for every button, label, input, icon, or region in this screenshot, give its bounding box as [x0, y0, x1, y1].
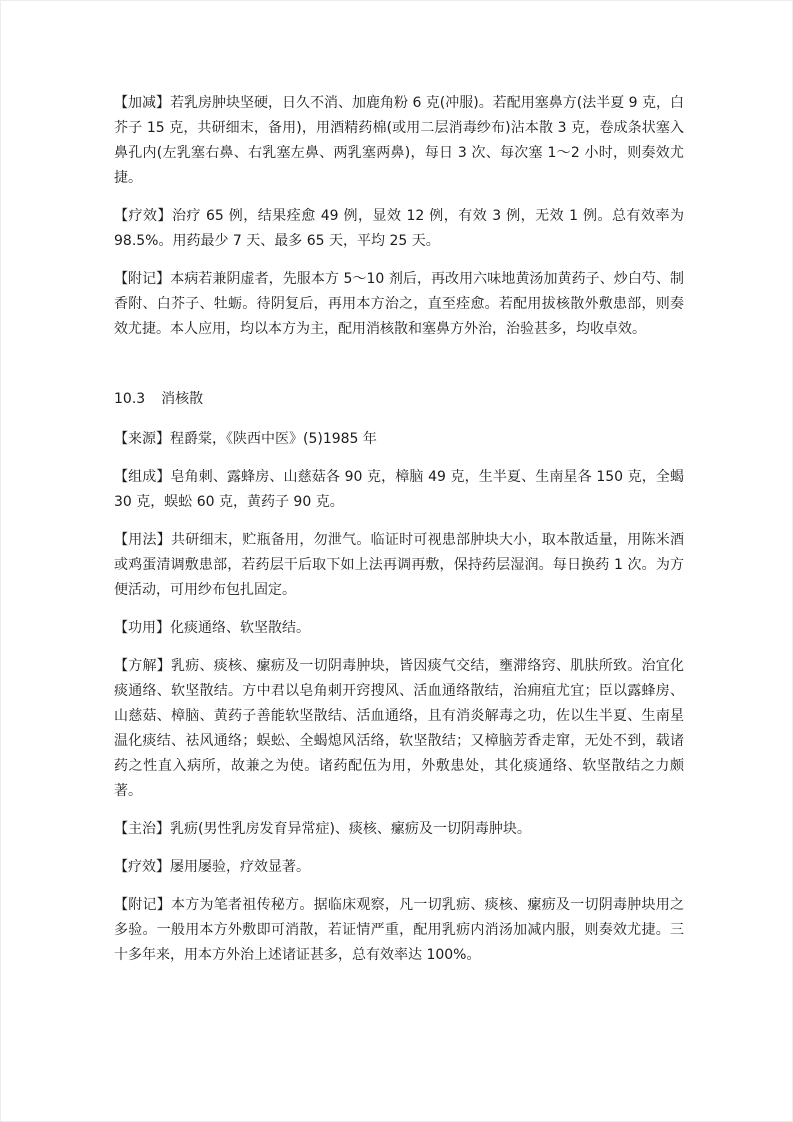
entry-label: 【功用】 [114, 620, 170, 636]
entry-paragraph-zucheng [114, 465, 684, 515]
section-number: 10.3 [114, 391, 146, 407]
entry-text: 乳疬(男性乳房发育异常症)、痰核、瘰疬及一切阴毒肿块。 [170, 821, 531, 837]
entry-paragraph-liaoxiao-2 [114, 855, 684, 880]
document-content [114, 91, 684, 981]
entry-label: 【组成】 [114, 469, 171, 485]
entry-text: 本病若兼阴虚者，先服本方 5～10 剂后，再改用六味地黄汤加黄药子、炒白芍、制香附、白芥子、牡蛎。待阴复后，再用本方治之，直至痊愈。若配用拔核散外敷患部，则奏效尤捷。本人应用，均以本方为主，配用消核散和塞鼻方外治，治验甚多，均收卓效。 [114, 271, 685, 337]
entry-label: 【来源】 [114, 431, 170, 447]
entry-paragraph-liaoxiao [114, 204, 684, 254]
entry-label: 【疗效】 [114, 208, 173, 224]
entry-paragraph-gongyong [114, 616, 684, 641]
entry-text: 治疗 65 例，结果痊愈 49 例，显效 12 例，有效 3 例，无效 1 例。总有效率为 98.5%。用药最少 7 天、最多 65 天，平均 25 天。 [114, 208, 685, 249]
entry-label: 【方解】 [114, 658, 172, 674]
entry-paragraph-fangjie [114, 654, 684, 804]
entry-text: 程爵棠，《陕西中医》(5)1985 年 [170, 431, 377, 447]
entry-text: 共研细末，贮瓶备用，勿泄气。临证时可视患部肿块大小，取本散适量，用陈米酒或鸡蛋清调敷患部，若药层干后取下如上法再调再敷，保持药层湿润。每日换药 1 次。为方便活动，可用纱布包扎固定。 [114, 532, 685, 598]
section-heading [114, 387, 684, 412]
entry-label: 【附记】 [114, 271, 171, 287]
entry-label: 【附记】 [114, 897, 172, 913]
entry-label: 【用法】 [114, 532, 172, 548]
entry-label: 【主治】 [114, 821, 170, 837]
entry-text: 乳疬、痰核、瘰疬及一切阴毒肿块，皆因痰气交结，壅滞络窍、肌肤所致。治宜化痰通络、软坚散结。方中君以皂角刺开窍搜风、活血通络散结，治痈疽尤宜；臣以露蜂房、山慈菇、樟脑、黄药子善能软坚散结、活血通络，且有消炎解毒之功，佐以生半夏、生南星温化痰结、祛风通络；蜈蚣、全蝎熄风活络，软坚散结；又樟脑芳香走窜，无处不到，载诸药之性直入病所，故兼之为使。诸药配伍为用，外敷患处，其化痰通络、软坚散结之力颇著。 [114, 658, 685, 799]
entry-paragraph-zhuzhi [114, 817, 684, 842]
entry-text: 皂角刺、露蜂房、山慈菇各 90 克，樟脑 49 克，生半夏、生南星各 150 克，全蝎 30 克，蜈蚣 60 克，黄药子 90 克。 [114, 469, 684, 510]
entry-label: 【疗效】 [114, 859, 170, 875]
entry-text: 化痰通络、软坚散结。 [170, 620, 310, 636]
entry-text: 本方为笔者祖传秘方。据临床观察，凡一切乳疬、痰核、瘰疬及一切阴毒肿块用之多验。一般用本方外敷即可消散，若证情严重，配用乳疬内消汤加减内服，则奏效尤捷。三十多年来，用本方外治上述诸证甚多，总有效率达 100%。 [114, 897, 685, 963]
entry-paragraph-laiyuan [114, 427, 684, 452]
entry-text: 屡用屡验，疗效显著。 [170, 859, 310, 875]
entry-paragraph-fuji [114, 267, 684, 342]
entry-label: 【加减】 [114, 95, 170, 111]
entry-paragraph-yongfa [114, 528, 684, 603]
entry-paragraph-fuji-2 [114, 893, 684, 968]
section-title: 消核散 [161, 391, 204, 407]
entry-text: 若乳房肿块坚硬，日久不消、加鹿角粉 6 克(冲服)。若配用塞鼻方(法半夏 9 克，白芥子 15 克，共研细末，备用)，用酒精药棉(或用二层消毒纱布)沾本散 3 克，卷成条状塞入鼻孔内(左乳塞右鼻、右乳塞左鼻、两乳塞两鼻)，每日 3 次、每次塞 1～2 小时，则奏效尤捷。 [114, 95, 684, 186]
entry-paragraph-jiajian [114, 91, 684, 191]
